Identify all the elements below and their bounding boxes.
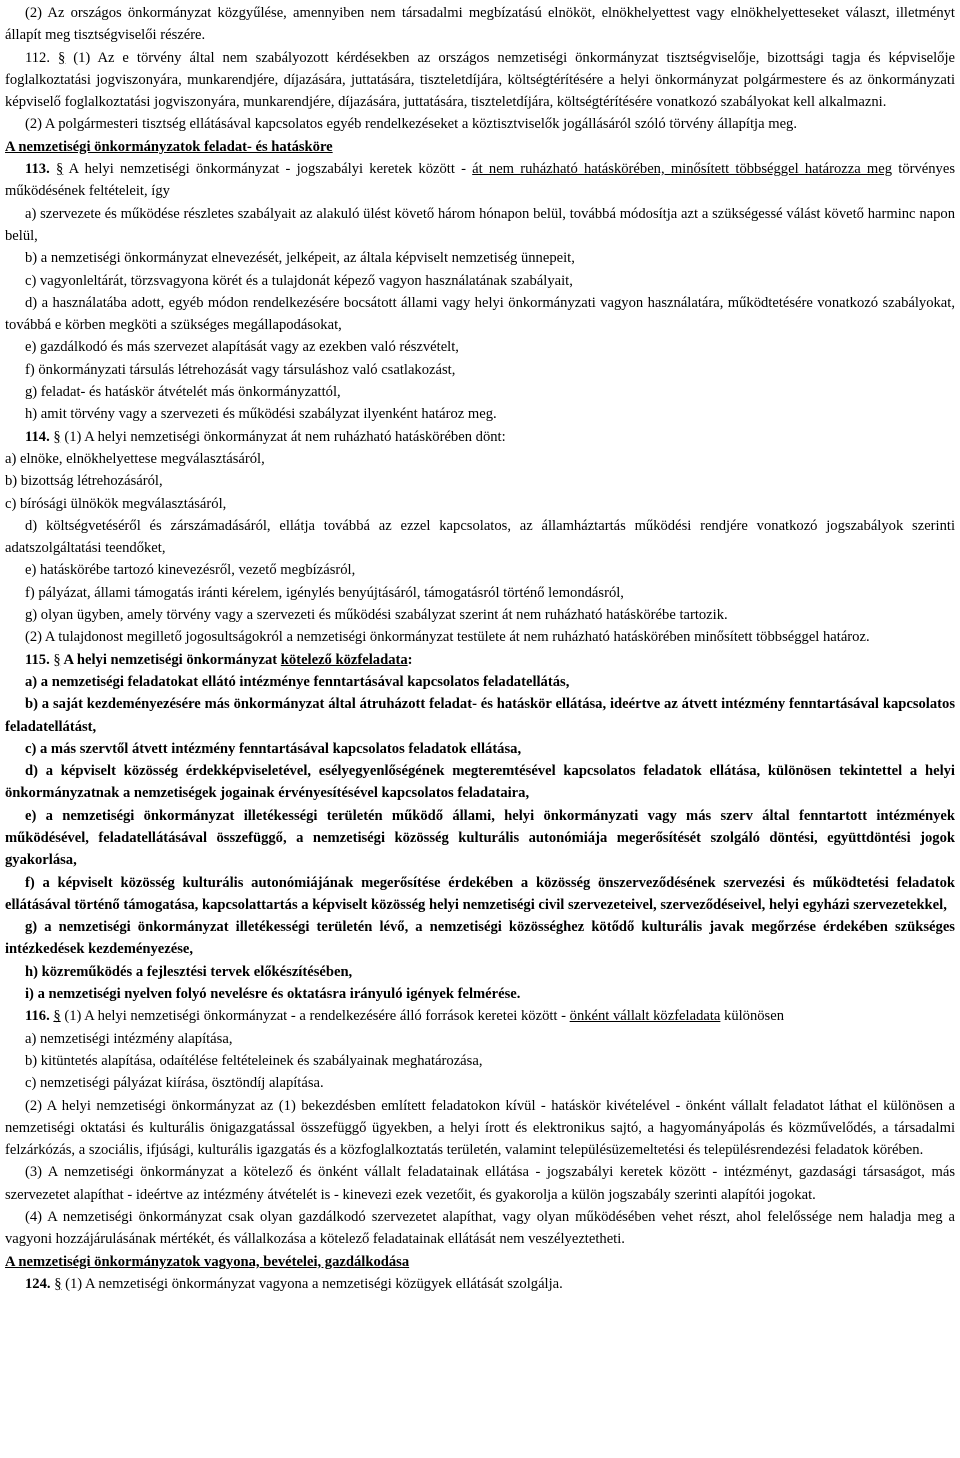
section-116-1 [5, 1005, 955, 1027]
paragraph-116-4: (4) A nemzetiségi önkormányzat csak olyan gazdálkodó szervezetet alapíthat, vagy olyan működésében vehet részt, ahol felelőssége nem haladja meg a vagyoni hozzájárulásának mértékét, és vállalkozása a kötelező feladatainak ellátását nem veszélyeztetheti. [5, 1209, 955, 1248]
paragraph-114-2: (2) A tulajdonost megillető jogosultságokról a nemzetiségi önkormányzat testülete át nem ruházható hatáskörében minősített többséggel határoz. [25, 629, 870, 646]
section-number: 114. [25, 428, 50, 445]
section-number: 115. [25, 651, 50, 668]
section-text-underlined: át nem ruházható hatáskörében, minősített többséggel határozza meg [472, 161, 893, 178]
list-item-115-d: d) a képviselt közösség érdekképviseletével, esélyegyenlőségének megteremtésével kapcsolatos feladatok ellátása, különösen tekintettel a helyi önkormányzatnak a nemzetiségek jogainak érvényesítésével kapcsolatos feladataira, [5, 763, 955, 802]
list-item-113-d: d) a használatába adott, egyéb módon rendelkezésére bocsátott állami vagy helyi önkormányzati vagyon használatára, működtetésére vonatkozó szabályokat, továbbá e körben megköti a szükséges megállapodásokat, [5, 294, 955, 334]
section-text: különösen [720, 1008, 785, 1025]
list-item-113-c: c) vagyonleltárát, törzsvagyona körét és a tulajdonát képező vagyon használatának szabályait, [25, 272, 573, 289]
list-item-115-a: a) a nemzetiségi feladatokat ellátó intézménye fenntartásával kapcsolatos feladatellátás, [25, 673, 570, 690]
list-item-115-c: c) a más szervtől átvett intézmény fenntartásával kapcsolatos feladatok ellátása, [25, 740, 522, 757]
section-number: 116. [25, 1008, 50, 1025]
paragraph-116-3: (3) A nemzetiségi önkormányzat a kötelező és önként vállalt feladatainak ellátása - jogszabályi keretek között - intézményt, gazdasági társaságot, más szervezetet alapíthat - ideértve az intézmény átvételét is - kinevezi ezek vezetőit, és gyakorolja a külön jogszabály szerinti alapítói jogokat. [5, 1164, 955, 1203]
list-item-115-e: e) a nemzetiségi önkormányzat illetékességi területén működő állami, helyi önkormányzati vagy más szerv által fenntartott intézmények működésével, feladatellátásával összefüggő, a nemzetiségi közösség kulturális autonómiája megerősítését szolgáló döntési, együttdöntési jogok gyakorlása, [5, 807, 955, 869]
paragraph-111-2: (2) Az országos önkormányzat közgyűlése, amennyiben nem társadalmi megbízatású elnököt, elnökhelyettest vagy elnökhelyetteseket választ, illetményt állapít meg tisztségviselői részére. [5, 5, 955, 44]
list-item-113-h: h) amit törvény vagy a szervezeti és működési szabályzat ilyenként határoz meg. [25, 406, 497, 423]
list-item-114-g: g) olyan ügyben, amely törvény vagy a szervezeti és működési szabályzat szerint át nem ruházható hatáskörébe tartozik. [25, 607, 728, 624]
list-item-115-h: h) közreműködés a fejlesztési tervek előkészítésében, [25, 963, 353, 980]
section-number: 113. [25, 161, 50, 178]
section-text: A helyi nemzetiségi önkormányzat [60, 651, 281, 668]
section-symbol-link[interactable]: § [53, 1008, 61, 1025]
chapter-heading-assets-and-revenues: A nemzetiségi önkormányzatok vagyona, bevételei, gazdálkodása [5, 1253, 410, 1270]
section-symbol-link[interactable]: § [57, 49, 66, 66]
section-symbol-link[interactable]: § [55, 161, 64, 178]
section-text: (1) A helyi nemzetiségi önkormányzat át nem ruházható hatáskörében dönt: [60, 428, 506, 445]
list-item-115-f: f) a képviselt közösség kulturális autonómiájának megerősítése érdekében a közösség önszerveződésének szervezési és működtetési feladatok ellátásával történő támogatása, kapcsolattartás a képviselt közösség helyi nemzetiségi civil szervezeteivel, szerveződéseivel, helyi egyházi szervezetekkel, [5, 874, 955, 913]
list-item-116-b: b) kitüntetés alapítása, odaítélése feltételeinek és szabályainak meghatározása, [25, 1052, 483, 1069]
list-item-113-g: g) feladat- és hatáskör átvételét más önkormányzattól, [25, 384, 341, 401]
section-113 [5, 158, 955, 203]
section-text: (1) Az e törvény által nem szabályozott kérdésekben az országos nemzetiségi önkormányzat tisztségviselője, bizottsági tagja és képviselője foglalkoztatási jogviszonyára, munkarendjére, díjazására, juttatására, tiszteletdíjára, költségtérítésére a helyi önkormányzat polgármestere és az önkormányzati képviselő foglalkoztatási jogviszonyára, munkarendjére, díjazására, juttatására, tiszteletdíjára, költségtérítésére vonatkozó szabályokat kell alkalmazni. [5, 49, 955, 111]
list-item-114-a: a) elnöke, elnökhelyettese megválasztásáról, [5, 450, 265, 467]
list-item-116-a: a) nemzetiségi intézmény alapítása, [25, 1030, 233, 1047]
section-114-1 [5, 426, 955, 448]
list-item-113-a: a) szervezete és működése részletes szabályait az alakuló ülést követő három hónapon belül, továbbá módosítja azt a szükségessé válást követő harminc napon belül, [5, 205, 955, 244]
section-symbol-link[interactable]: § [54, 1275, 62, 1292]
section-112-1 [5, 47, 955, 114]
section-115 [5, 649, 955, 671]
list-item-113-f: f) önkormányzati társulás létrehozását vagy társuláshoz való csatlakozást, [25, 361, 456, 378]
list-item-115-b: b) a saját kezdeményezésére más önkormányzat által átruházott feladat- és hatáskör ellátása, ideértve az átvett intézmény fenntartásával kapcsolatos feladatellátást, [5, 696, 955, 735]
list-item-114-b: b) bizottság létrehozásáról, [5, 473, 163, 490]
section-number: 124. [25, 1275, 51, 1292]
list-item-113-e: e) gazdálkodó és más szervezet alapítását vagy az ezekben való részvételt, [25, 339, 459, 356]
list-item-114-d: d) költségvetéséről és zárszámadásáról, ellátja továbbá az ezzel kapcsolatos, az államháztartás működési rendjére vonatkozó jogszabályok szerinti adatszolgáltatási teendőket, [5, 517, 955, 557]
section-text: törvényes működésének feltételeit, így [5, 161, 956, 200]
list-item-113-b: b) a nemzetiségi önkormányzat elnevezését, jelképeit, az általa képviselt nemzetiség ünnepeit, [25, 250, 575, 267]
section-text: (1) A nemzetiségi önkormányzat vagyona a nemzetiségi közügyek ellátását szolgálja. [61, 1275, 563, 1292]
list-item-115-g: g) a nemzetiségi önkormányzat illetékességi területén lévő, a nemzetiségi közösséghez kötődő kulturális javak megőrzése érdekében szükséges intézkedések kezdeményezése, [5, 919, 955, 958]
legal-document-page [5, 2, 955, 1295]
list-item-115-i: i) a nemzetiségi nyelven folyó nevelésre és oktatásra irányuló igények felmérése. [25, 986, 521, 1003]
section-text-underlined: kötelező közfeladata [280, 651, 408, 668]
section-number: 112. [25, 49, 50, 66]
list-item-116-c: c) nemzetiségi pályázat kiírása, ösztöndíj alapítása. [25, 1075, 324, 1092]
section-text: (1) A helyi nemzetiségi önkormányzat - a rendelkezésére álló források keretei között - [60, 1008, 570, 1025]
list-item-114-c: c) bírósági ülnökök megválasztásáról, [5, 495, 227, 512]
section-text: A helyi nemzetiségi önkormányzat - jogszabályi keretek között - [63, 161, 473, 178]
list-item-114-f: f) pályázat, állami támogatás iránti kérelem, igénylés benyújtásáról, támogatásról történő lemondásról, [25, 584, 624, 601]
section-symbol-link[interactable]: § [53, 651, 61, 668]
paragraph-116-2: (2) A helyi nemzetiségi önkormányzat az (1) bekezdésben említett feladatokon kívül - hatáskör kivételével - önként vállalt feladatot láthat el különösen a nemzetiségi oktatási és kulturális önigazgatással összefüggő ügyekben, a helyi írott és elektronikus sajtó, a hagyományápolás és közművelődés, a társadalmi felzárkózás, a szociális, ifjúsági, kulturális igazgatás és a közfoglalkoztatás területén, valamint településüzemeltetési és településrendezési feladatok körében. [5, 1097, 955, 1159]
section-124-1 [5, 1273, 955, 1295]
list-item-114-e: e) hatáskörébe tartozó kinevezésről, vezető megbízásról, [25, 562, 356, 579]
section-text: : [407, 651, 413, 668]
chapter-heading-tasks-and-powers: A nemzetiségi önkormányzatok feladat- és hatásköre [5, 138, 333, 155]
section-text-underlined: önként vállalt közfeladata [569, 1008, 721, 1025]
paragraph-112-2: (2) A polgármesteri tisztség ellátásával kapcsolatos egyéb rendelkezéseket a köztisztviselők jogállásáról szóló törvény állapítja meg. [25, 116, 797, 133]
section-symbol-link[interactable]: § [53, 428, 61, 445]
